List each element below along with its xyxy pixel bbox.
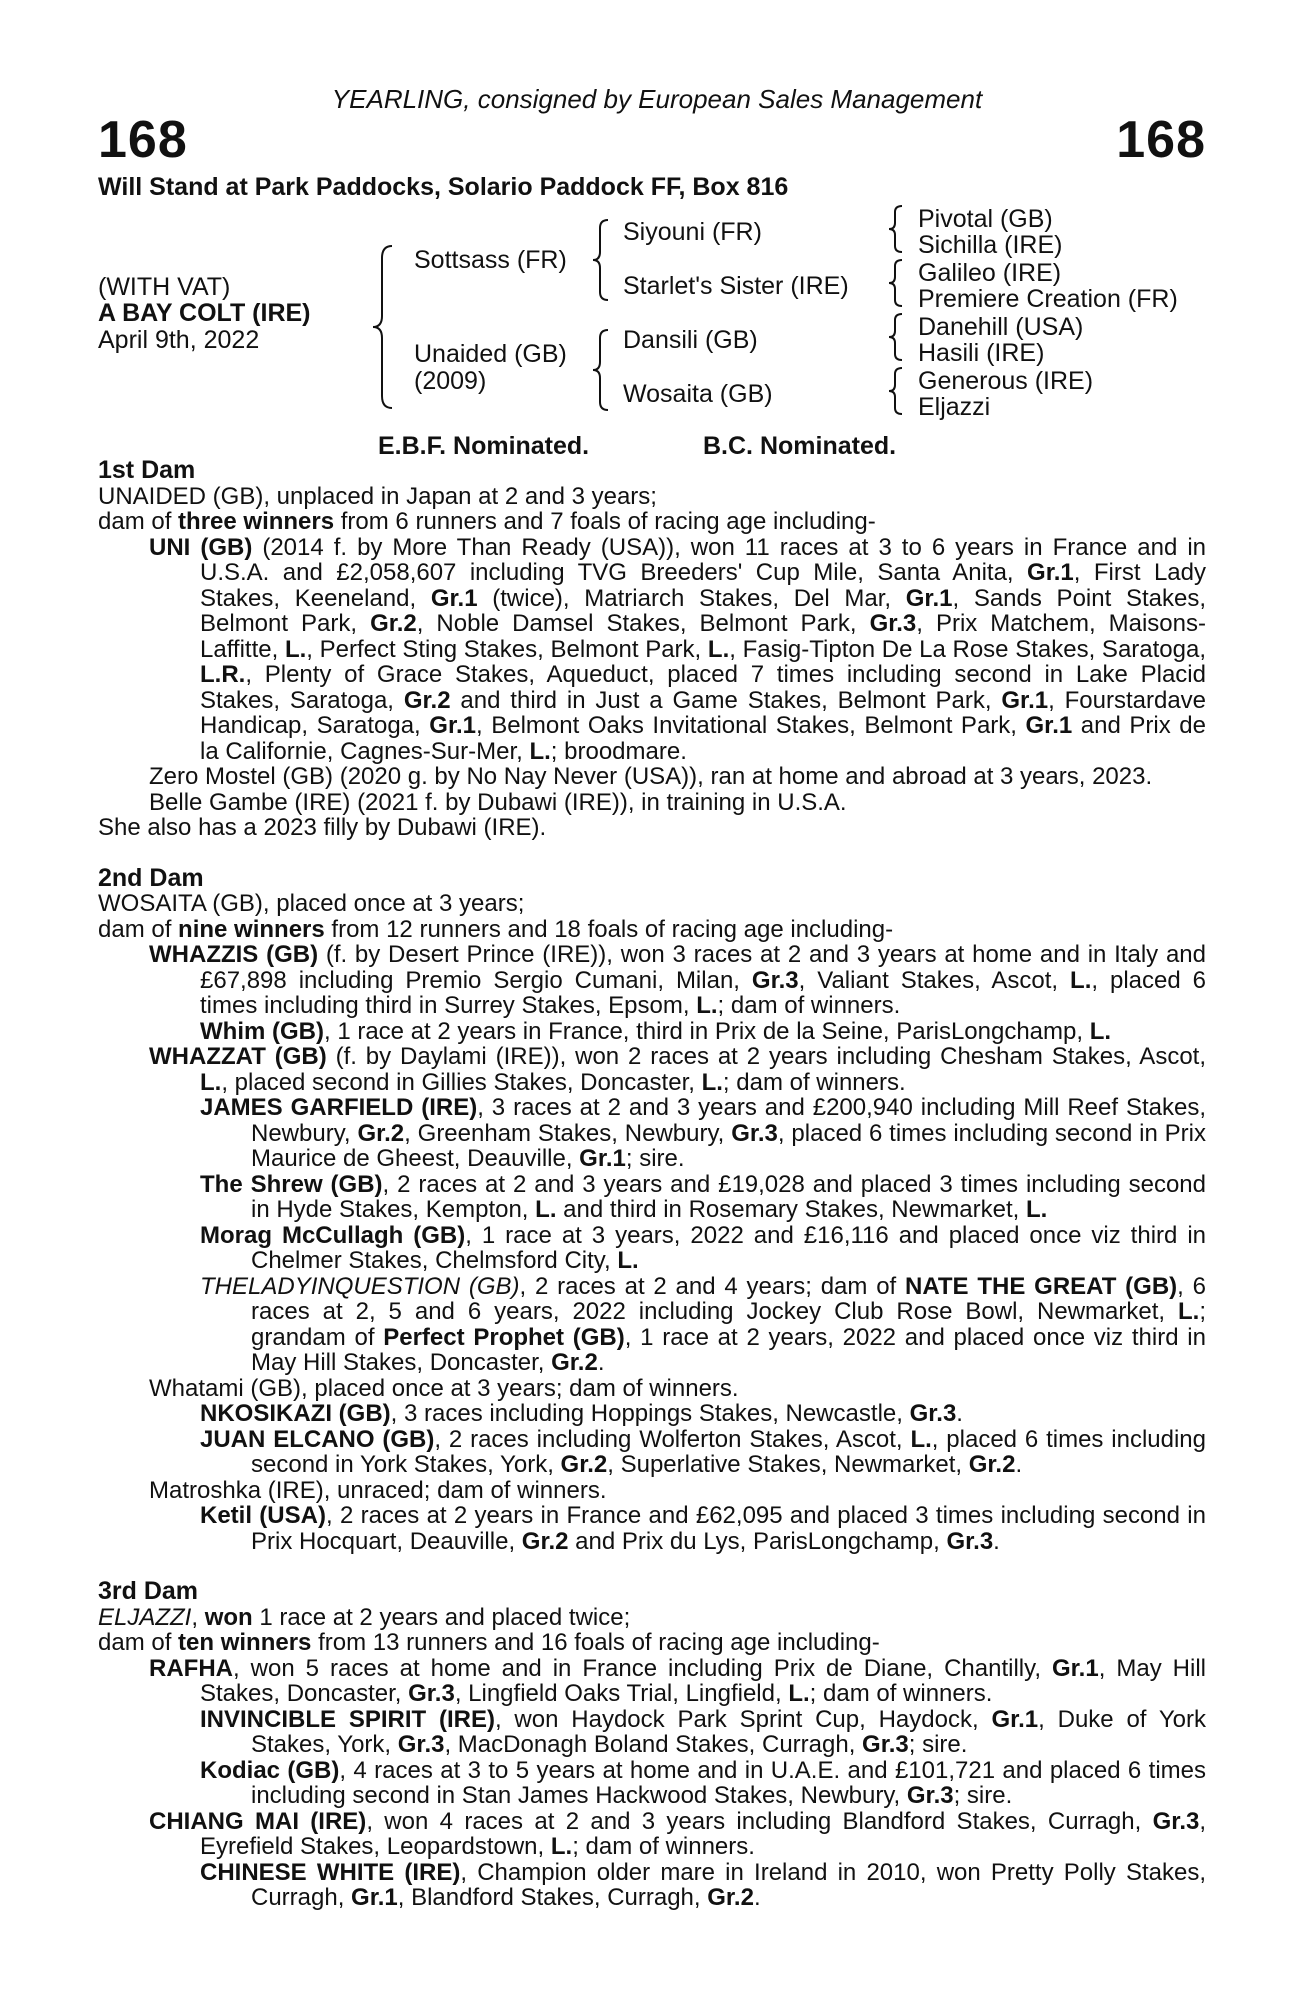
first-dam-line: UNAIDED (GB), unplaced in Japan at 2 and 3 years; <box>98 482 657 510</box>
second-dam-produce: dam of nine winners from 12 runners and 18 foals of racing age including- <box>98 915 894 943</box>
dam: Unaided (GB) <box>414 340 567 368</box>
stand-location: Will Stand at Park Paddocks, Solario Paddock FF, Box 816 <box>98 173 789 201</box>
produce-belle-gambe: Belle Gambe (IRE) (2021 f. by Dubawi (IRE)), in training in U.S.A. <box>149 788 847 816</box>
dam-year: (2009) <box>414 367 487 395</box>
sire: Sottsass (FR) <box>414 246 567 274</box>
produce-whazzat: WHAZZAT (GB) (f. by Daylami (IRE)), won 2 races at 2 years including Chesham Stakes, Ascot, L., placed second in Gillies Stakes, Doncaster, L.; dam of winners. <box>149 1043 1206 1096</box>
pedigree-brace-g2 <box>886 258 908 308</box>
first-dam-heading: 1st Dam <box>98 456 196 484</box>
second-dam-heading: 2nd Dam <box>98 863 204 892</box>
dam-sire: Dansili (GB) <box>623 326 758 354</box>
produce-2023-filly: She also has a 2023 filly by Dubawi (IRE). <box>98 814 547 841</box>
produce-zero-mostel: Zero Mostel (GB) (2020 g. by No Nay Never (USA)), ran at home and abroad at 3 years, 2023. <box>149 763 1153 790</box>
sire-dam: Starlet's Sister (IRE) <box>623 272 849 300</box>
bc-nomination: B.C. Nominated. <box>703 432 897 460</box>
pedigree-main-brace <box>370 244 400 410</box>
pedigree-sire-brace <box>590 218 614 302</box>
third-dam-heading: 3rd Dam <box>98 1577 199 1605</box>
lot-number-left: 168 <box>98 111 188 169</box>
produce-chiang-mai: CHIANG MAI (IRE), won 4 races at 2 and 3 years including Blandford Stakes, Curragh, Gr.3, Eyrefield Stakes, Leopardstown, L.; dam of winners. <box>149 1807 1207 1860</box>
pedigree-brace-g1 <box>886 204 908 254</box>
consignment-header: YEARLING, consigned by European Sales Management <box>331 84 983 114</box>
pedigree-g3-4: Premiere Creation (FR) <box>918 285 1178 313</box>
vat-label: (WITH VAT) <box>98 273 231 301</box>
produce-invincible-spirit: INVINCIBLE SPIRIT (IRE), won Haydock Park Sprint Cup, Haydock, Gr.1, Duke of York Stakes, York, Gr.3, MacDonagh Boland Stakes, Curragh, Gr.3; sire. <box>200 1705 1206 1758</box>
pedigree-g3-7: Generous (IRE) <box>918 367 1094 395</box>
produce-matroshka: Matroshka (IRE), unraced; dam of winners. <box>149 1476 607 1504</box>
dam-dam: Wosaita (GB) <box>623 380 773 408</box>
produce-whim: Whim (GB), 1 race at 2 years in France, third in Prix de la Seine, ParisLongchamp, L. <box>200 1017 1112 1045</box>
produce-juan-elcano: JUAN ELCANO (GB), 2 races including Wolferton Stakes, Ascot, L., placed 6 times including second in York Stakes, York, Gr.2, Superlative Stakes, Newmarket, Gr.2. <box>200 1425 1207 1478</box>
produce-chinese-white: CHINESE WHITE (IRE), Champion older mare in Ireland in 2010, won Pretty Polly Stakes, Curragh, Gr.1, Blandford Stakes, Curragh, Gr.2. <box>200 1858 1206 1911</box>
produce-ketil: Ketil (USA), 2 races at 2 years in France and £62,095 and placed 3 times including second in Prix Hocquart, Deauville, Gr.2 and Prix du Lys, ParisLongchamp, Gr.3. <box>200 1502 1206 1555</box>
produce-kodiac: Kodiac (GB), 4 races at 3 to 5 years at home and in U.A.E. and £101,721 and placed 6 times including second in Stan James Hackwood Stakes, Newbury, Gr.3; sire. <box>200 1756 1206 1809</box>
pedigree-g3-2: Sichilla (IRE) <box>918 231 1063 259</box>
produce-whatami: Whatami (GB), placed once at 3 years; dam of winners. <box>149 1374 739 1402</box>
ebf-nomination: E.B.F. Nominated. <box>378 432 590 460</box>
foaling-date: April 9th, 2022 <box>98 326 260 354</box>
third-dam-produce: dam of ten winners from 13 runners and 16 foals of racing age including- <box>98 1629 880 1656</box>
produce-the-shrew: The Shrew (GB), 2 races at 2 and 3 years and £19,028 and placed 3 times including second in Hyde Stakes, Kempton, L. and third in Rosemary Stakes, Newmarket, L. <box>200 1170 1207 1223</box>
pedigree-g3-8: Eljazzi <box>918 393 991 421</box>
sire-sire: Siyouni (FR) <box>623 218 762 246</box>
pedigree-dam-brace <box>590 328 614 412</box>
produce-whazzis: WHAZZIS (GB) (f. by Desert Prince (IRE)), won 3 races at 2 and 3 years at home and in Italy and £67,898 including Premio Sergio Cumani, Milan, Gr.3, Valiant Stakes, Ascot, L., placed 6 times including third in Surrey Stakes, Epsom, L.; dam of winners. <box>149 941 1206 1019</box>
lot-number-right: 168 <box>1116 111 1206 169</box>
produce-james-garfield: JAMES GARFIELD (IRE), 3 races at 2 and 3 years and £200,940 including Mill Reef Stakes, Newbury, Gr.2, Greenham Stakes, Newbury, Gr.3, placed 6 times including second in Prix Maurice de Gheest, Deauville, Gr.1; sire. <box>200 1094 1207 1172</box>
pedigree-g3-1: Pivotal (GB) <box>918 205 1053 233</box>
pedigree-g3-3: Galileo (IRE) <box>918 259 1062 287</box>
pedigree-brace-g4 <box>886 366 908 416</box>
second-dam-line: WOSAITA (GB), placed once at 3 years; <box>98 890 525 917</box>
pedigree-brace-g3 <box>886 312 908 362</box>
pedigree-g3-5: Danehill (USA) <box>918 313 1084 341</box>
first-dam-produce: dam of three winners from 6 runners and 7 foals of racing age including- <box>98 508 876 535</box>
produce-morag-mccullagh: Morag McCullagh (GB), 1 race at 3 years, 2022 and £16,116 and placed once viz third in Chelmer Stakes, Chelmsford City, L. <box>200 1221 1207 1274</box>
produce-nkosikazi: NKOSIKAZI (GB), 3 races including Hoppings Stakes, Newcastle, Gr.3. <box>200 1400 963 1427</box>
produce-rafha: RAFHA, won 5 races at home and in France including Prix de Diane, Chantilly, Gr.1, May Hill Stakes, Doncaster, Gr.3, Lingfield Oaks Trial, Lingfield, L.; dam of winners. <box>149 1654 1206 1707</box>
pedigree-g3-6: Hasili (IRE) <box>918 339 1045 367</box>
catalogue-body <box>98 458 1206 1911</box>
produce-uni: UNI (GB) (2014 f. by More Than Ready (USA)), won 11 races at 3 to 6 years in France and in U.S.A. and £2,058,607 including TVG Breeders' Cup Mile, Santa Anita, Gr.1, First Lady Stakes, Keeneland, Gr.1 (twice), Matriarch Stakes, Del Mar, Gr.1, Sands Point Stakes, Belmont Park, Gr.2, Noble Damsel Stakes, Belmont Park, Gr.3, Prix Matchem, Maisons-Laffitte, L., Perfect Sting Stakes, Belmont Park, L., Fasig-Tipton De La Rose Stakes, Saratoga, L.R., Plenty of Grace Stakes, Aqueduct, placed 7 times including second in Lake Placid Stakes, Saratoga, Gr.2 and third in Just a Game Stakes, Belmont Park, Gr.1, Fourstardave Handicap, Saratoga, Gr.1, Belmont Oaks Invitational Stakes, Belmont Park, Gr.1 and Prix de la Californie, Cagnes-Sur-Mer, L.; broodmare. <box>149 533 1207 765</box>
horse-name: A BAY COLT (IRE) <box>98 299 311 327</box>
produce-theladyinquestion: THELADYINQUESTION (GB), 2 races at 2 and 4 years; dam of NATE THE GREAT (GB), 6 races at 2, 5 and 6 years, 2022 including Jockey Club Rose Bowl, Newmarket, L.; grandam of Perfect Prophet (GB), 1 race at 2 years, 2022 and placed once viz third in May Hill Stakes, Doncaster, Gr.2. <box>200 1272 1206 1376</box>
third-dam-line: ELJAZZI, won 1 race at 2 years and placed twice; <box>98 1603 631 1631</box>
